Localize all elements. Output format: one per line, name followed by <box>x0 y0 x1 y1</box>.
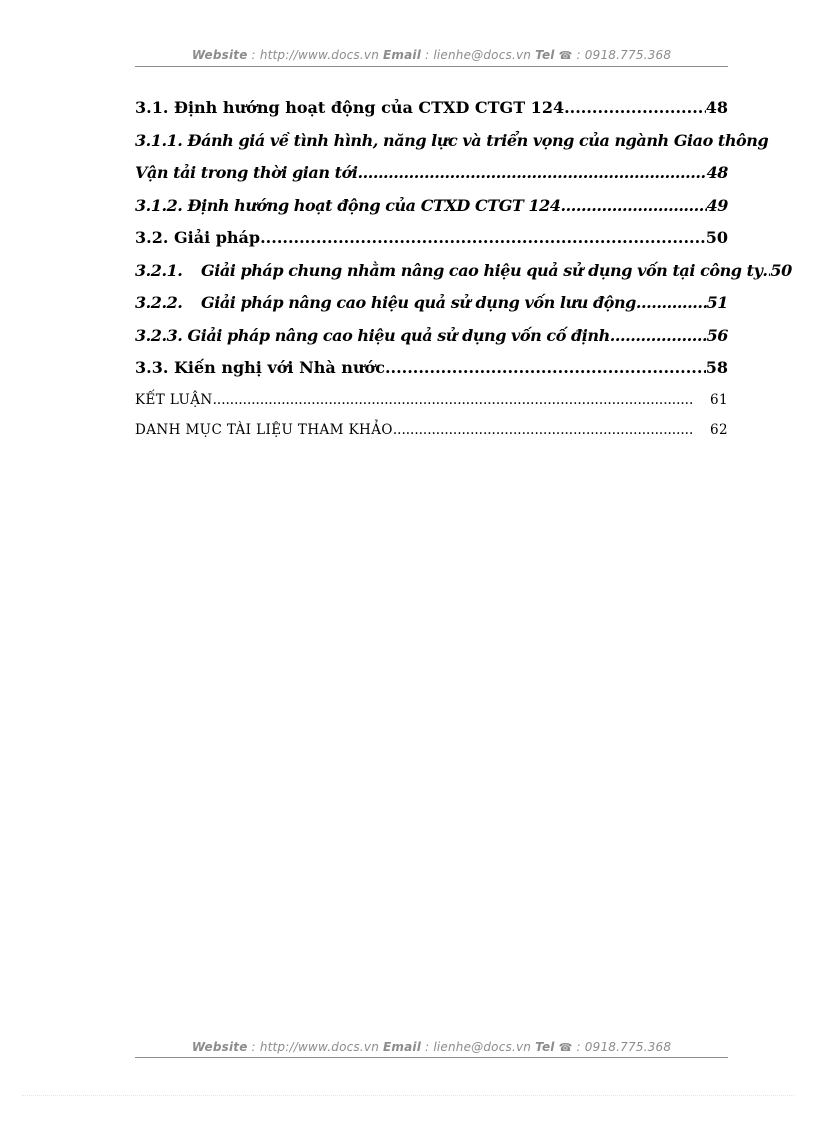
tel-number: : 0918.775.368 <box>572 1040 672 1054</box>
toc-leader-dots <box>363 157 707 190</box>
toc-page-number: 51 <box>706 293 728 312</box>
toc-entry-3-1[interactable] <box>135 92 728 125</box>
toc-entry-title: KẾT LUẬN <box>135 391 213 408</box>
phone-icon: ☎ <box>558 49 573 62</box>
toc-leader-dots <box>636 287 707 320</box>
table-of-contents <box>135 92 792 446</box>
toc-page-number: 58 <box>705 358 728 377</box>
toc-entry-3-1-1[interactable] <box>135 157 728 190</box>
toc-entry-3-2-2[interactable] <box>135 287 728 320</box>
toc-entry-title: 3.1.2. Định hướng hoạt động của CTXD CTGT 124 <box>135 195 561 215</box>
toc-page-number: 48 <box>705 98 728 117</box>
toc-entry-title: Giải pháp nâng cao hiệu quả sử dụng vốn lưu động <box>201 293 636 312</box>
toc-entry-references[interactable] <box>135 415 728 446</box>
website-url: : http://www.docs.vn <box>247 1040 384 1054</box>
email-address: : lienhe@docs.vn <box>421 1040 536 1054</box>
toc-page-number: 50 <box>770 260 792 280</box>
tel-number: : 0918.775.368 <box>572 48 672 62</box>
website-label: Website <box>191 1040 248 1054</box>
toc-entry-3-2-3[interactable] <box>135 320 728 353</box>
toc-leader-dots <box>213 385 692 416</box>
toc-entry-3-1-2[interactable] <box>135 190 728 223</box>
toc-leader-dots <box>564 92 706 125</box>
toc-entry-title: Giải pháp chung nhằm nâng cao hiệu quả sử dụng vốn tại công ty <box>201 260 763 280</box>
toc-entry-title: DANH MỤC TÀI LIỆU THAM KHẢO <box>135 422 393 438</box>
toc-entry-3-1-1-line1[interactable]: 3.1.1. Đánh giá về tình hình, năng lực và triển vọng của ngành Giao thông <box>135 130 769 150</box>
toc-leader-dots <box>561 190 707 223</box>
website-url: : http://www.docs.vn <box>247 48 384 62</box>
tel-label: Tel <box>535 1040 555 1054</box>
toc-entry-title: 3.1. Định hướng hoạt động của CTXD CTGT 124 <box>135 98 565 117</box>
toc-leader-dots <box>393 415 692 446</box>
toc-leader-dots <box>385 352 706 385</box>
email-label: Email <box>383 48 422 62</box>
toc-page-number: 56 <box>706 325 728 345</box>
toc-entry-conclusion[interactable] <box>135 385 728 416</box>
footer-rule <box>135 1057 728 1058</box>
toc-leader-dots <box>615 320 707 353</box>
toc-entry-3-3[interactable] <box>135 352 728 385</box>
toc-leader-dots <box>762 255 770 288</box>
toc-page-number: 61 <box>710 391 728 408</box>
email-address: : lienhe@docs.vn <box>421 48 536 62</box>
toc-entry-title: Vận tải trong thời gian tới. <box>135 163 363 182</box>
toc-page-number: 62 <box>710 422 728 438</box>
email-label: Email <box>383 1040 422 1054</box>
website-label: Website <box>191 48 248 62</box>
page-footer <box>135 1040 728 1054</box>
toc-entry-title: 3.2.3. Giải pháp nâng cao hiệu quả sử dụng vốn cố định. <box>135 325 615 345</box>
tel-label: Tel <box>535 48 555 62</box>
header-rule <box>135 66 728 67</box>
page-bottom-edge <box>22 1095 794 1096</box>
toc-entry-3-2[interactable] <box>135 222 728 255</box>
phone-icon: ☎ <box>558 1041 573 1054</box>
page-header <box>135 48 728 62</box>
toc-entry-3-2-1[interactable] <box>135 255 792 288</box>
toc-page-number: 49 <box>706 195 728 215</box>
toc-entry-number: 3.2.1. <box>135 260 183 280</box>
toc-page-number: 50 <box>705 228 728 247</box>
toc-entry-title: 3.2. Giải pháp <box>135 228 261 247</box>
toc-entry-title: 3.3. Kiến nghị với Nhà nước <box>135 358 385 377</box>
toc-page-number: 48 <box>706 163 728 182</box>
toc-entry-number: 3.2.2. <box>135 293 183 312</box>
toc-leader-dots <box>260 222 706 255</box>
